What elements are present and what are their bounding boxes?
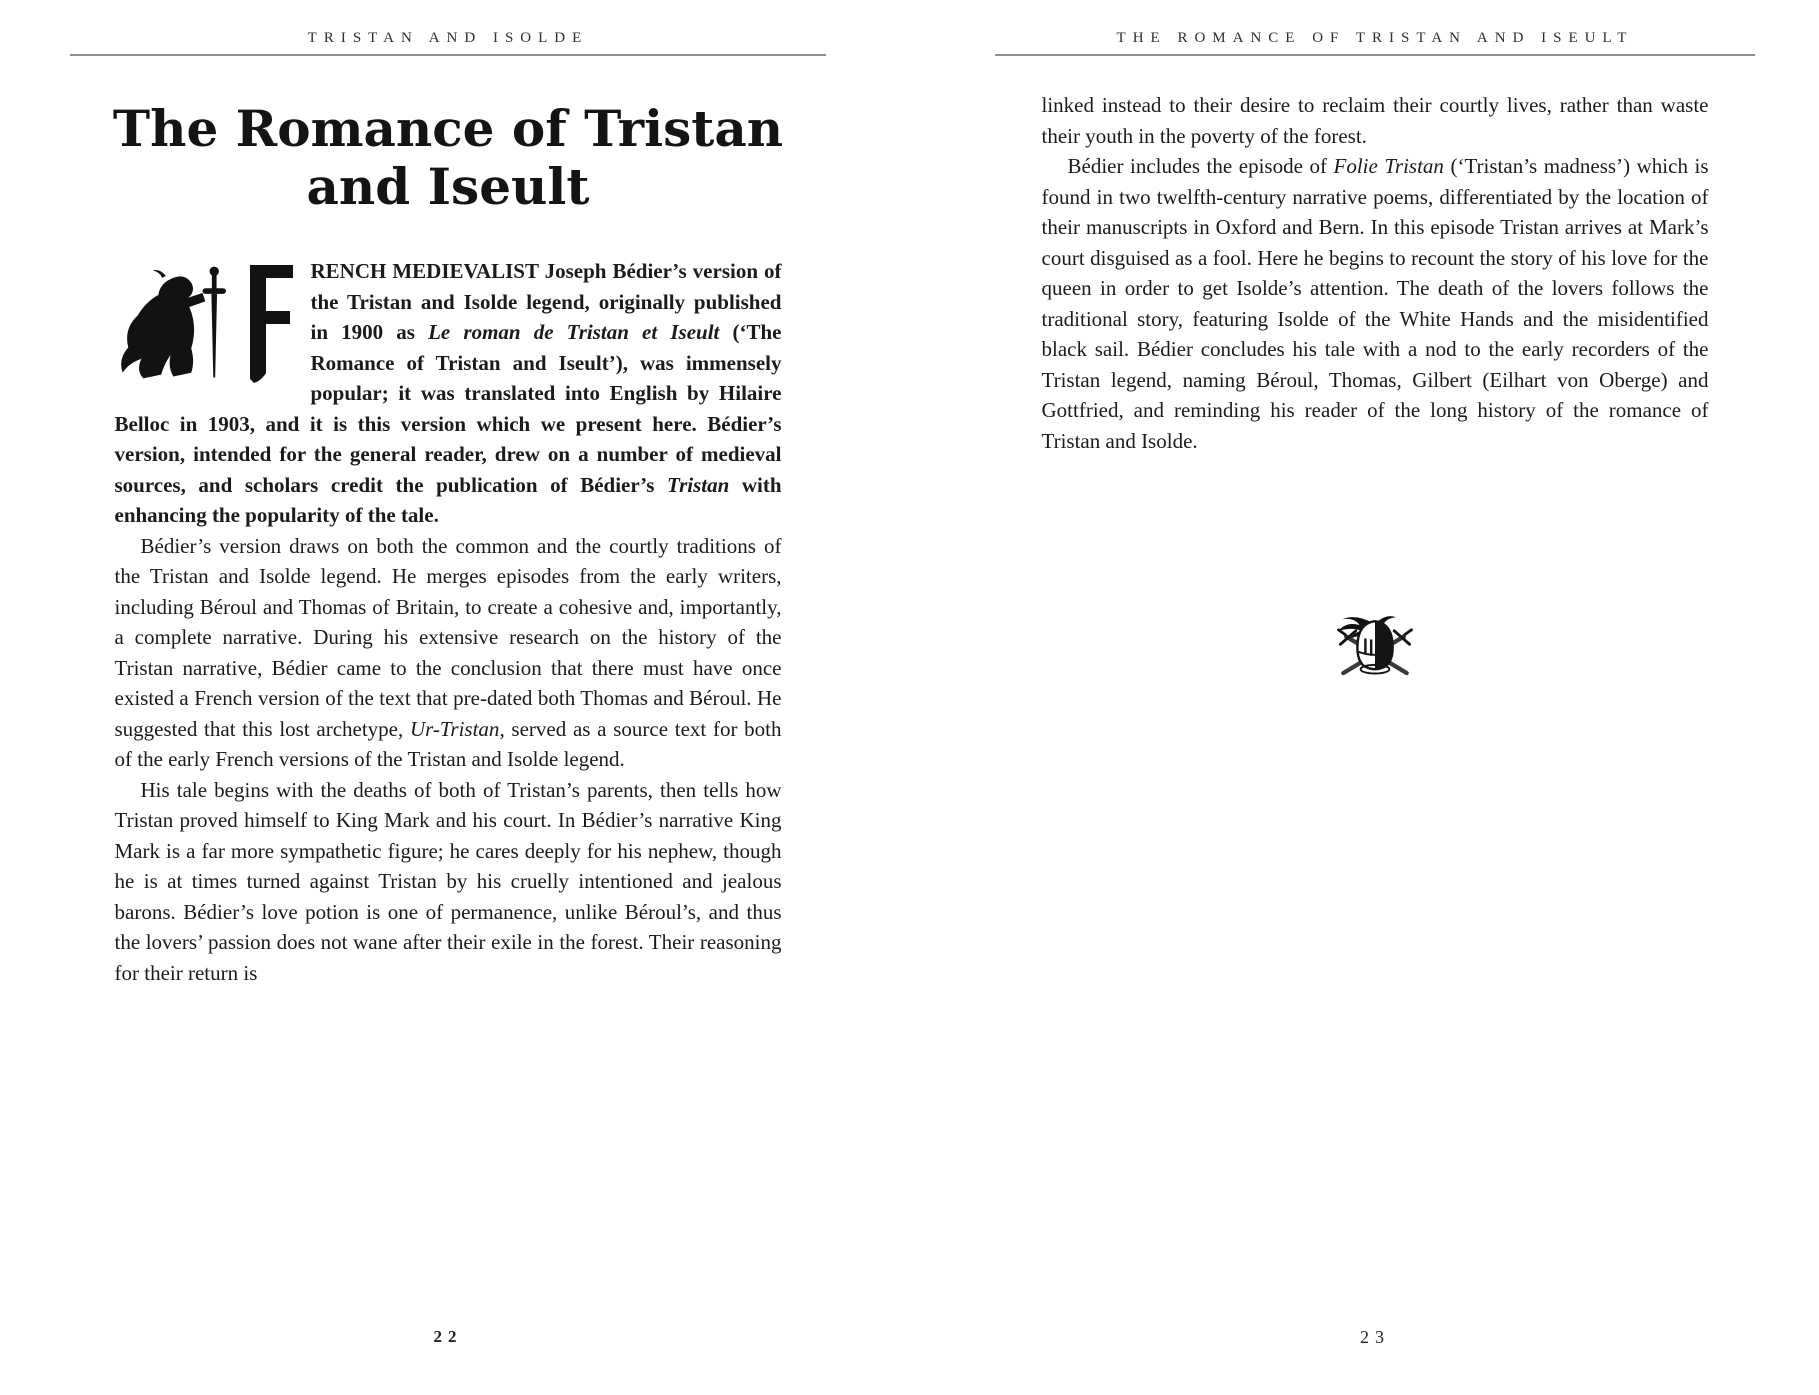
left-body-text (115, 256, 782, 988)
page-number-right: 23 (1360, 1327, 1390, 1347)
right-page (995, 30, 1755, 1370)
chapter-title (70, 100, 826, 216)
kneeling-knight-with-sword-icon (115, 261, 243, 385)
paragraph: His tale begins with the deaths of both of Tristan’s parents, then tells how Tristan proved himself to King Mark and his court. In Bédier’s narrative King Mark is a far more sympathetic figure; he cares deeply for his nephew, though he is at times turned against Tristan by his cruelly intentioned and jealous barons. Bédier’s love potion is one of permanence, unlike Béroul’s, and thus the lovers’ passion does not wane after their exile in the forest. Their reasoning for their return is (114, 777, 782, 985)
chapter-title-line1: The Romance of Tristan (112, 99, 784, 158)
page-number-left: 22 (433, 1327, 463, 1346)
running-header-right: THE ROMANCE OF TRISTAN AND ISEULT (1116, 30, 1634, 46)
paragraph: Bédier’s version draws on both the common and the courtly traditions of the Tristan and Isolde legend. He merges episodes from the early writers, including Béroul and Thomas of Britain, to create a cohesive and, importantly, a complete narrative. During his extensive research on the history of the Tristan narrative, Bédier came to the conclusion that there must have once existed a French version of the text that pre-dated both Thomas and Béroul. He suggested that this lost archetype, Ur-Tristan, served as a source text for both of the early French versions of the Tristan and Isolde legend. (114, 533, 782, 771)
chapter-title-line2: and Iseult (306, 157, 590, 216)
paragraph-lead-text: RENCH MEDIEVALIST Joseph Bédier’s version of the Tristan and Isolde legend, originally published in 1900 as Le roman de Tristan et Iseult (‘The Romance of Tristan and Iseult’), was immensely popular; it was translated into English by Hilaire Belloc in 1903, and it is this version which we present here. Bédier’s version, intended for the general reader, drew on a number of medieval sources, and scholars credit the publication of Bédier’s Tristan with enhancing the popularity of the tale. (114, 259, 782, 527)
drop-cap-letter-f (243, 261, 293, 385)
paragraph-lead (115, 256, 782, 531)
header-rule-right (995, 54, 1755, 56)
drop-cap-block (115, 261, 301, 385)
paragraph-continuation: linked instead to their desire to reclaim their courtly lives, rather than waste their youth in the poverty of the forest. (1041, 93, 1709, 148)
section-end-emblem (1042, 608, 1709, 701)
left-page (70, 30, 826, 1370)
right-body-text (1042, 90, 1709, 701)
header-rule-left (70, 54, 826, 56)
paragraph: Bédier includes the episode of Folie Tristan (‘Tristan’s madness’) which is found in two twelfth-century narrative poems, differentiated by the location of their manuscripts in Oxford and Bern. In this episode Tristan arrives at Mark’s court disguised as a fool. Here he begins to recount the story of his love for the queen in order to get Isolde’s attention. The death of the lovers follows the traditional story, featuring Isolde of the White Hands and the misidentified black sail. Bédier concludes his tale with a nod to the early recorders of the Tristan legend, naming Béroul, Thomas, Gilbert (Eilhart von Oberge) and Gottfried, and reminding his reader of the long history of the romance of Tristan and Isolde. (1041, 154, 1709, 453)
running-header-left: TRISTAN AND ISOLDE (307, 30, 589, 46)
knight-helmet-with-crossed-swords-icon (1327, 608, 1423, 692)
